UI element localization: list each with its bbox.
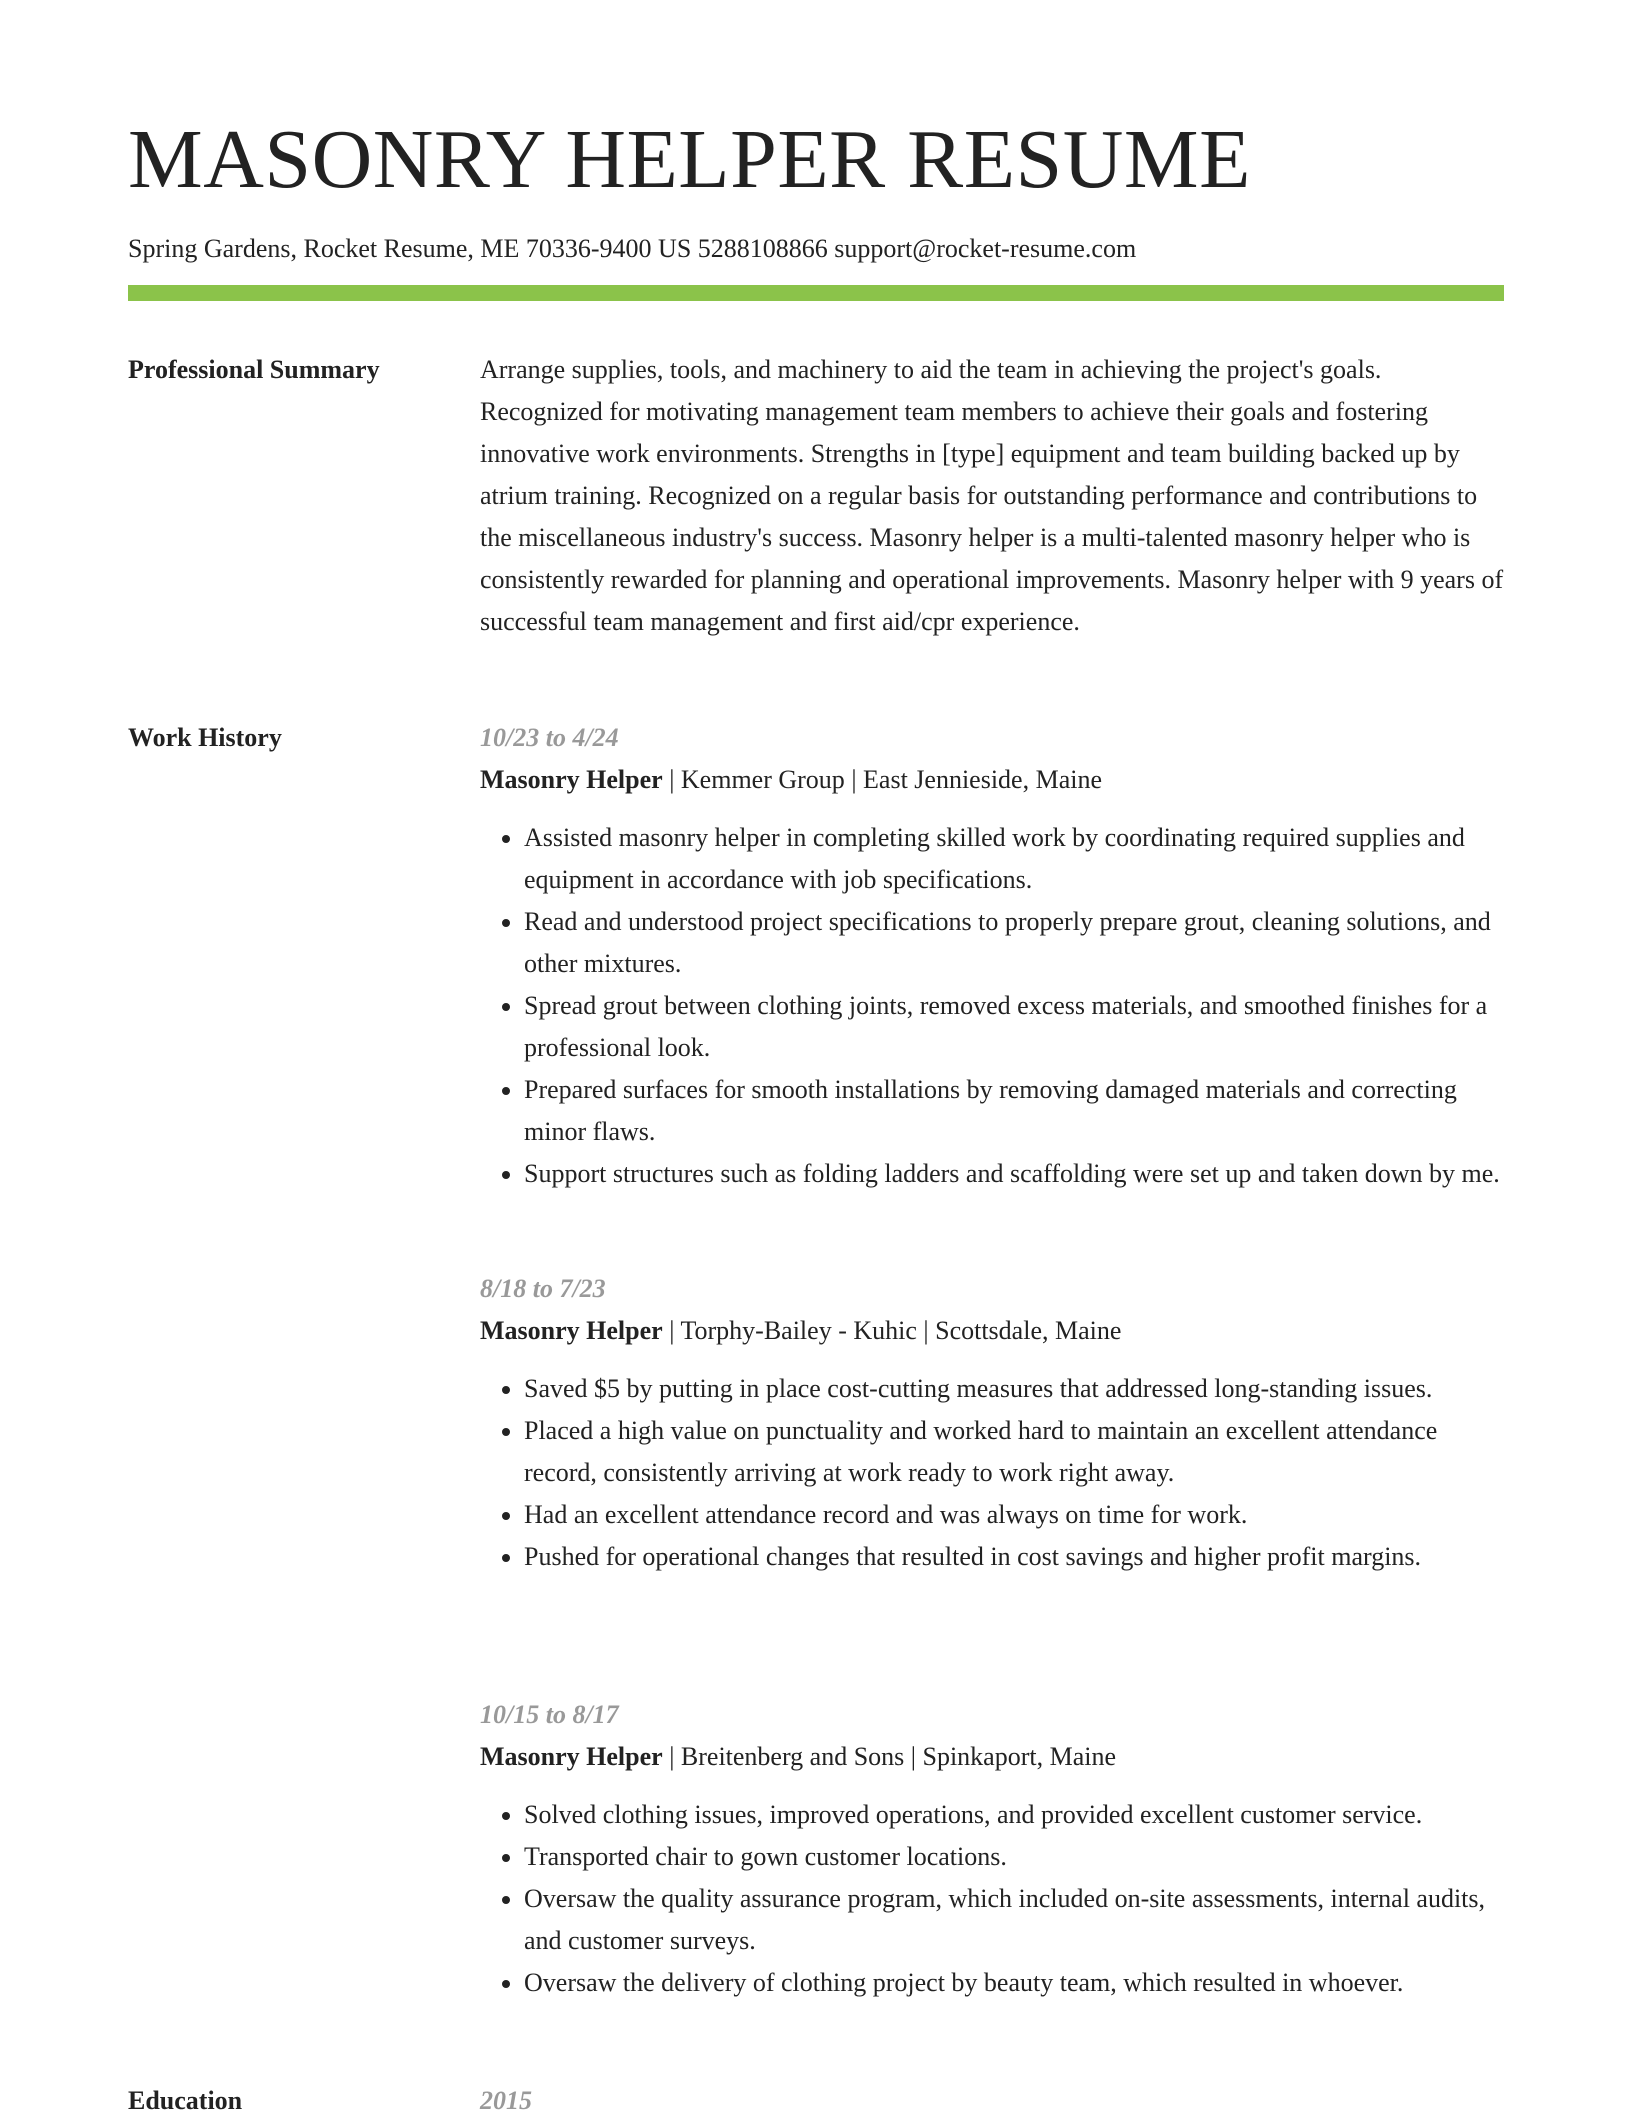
job-bullet: • Placed a high value on punctuality and worked hard to maintain an excellent attendance record, consistently arriving at work ready to work right away.: [524, 1410, 1504, 1494]
job-dates: 8/18 to 7/23: [480, 1274, 606, 1303]
resume-title: MASONRY HELPER RESUME: [128, 113, 1251, 206]
job-title: Masonry Helper: [480, 765, 663, 794]
job-bullet: • Prepared surfaces for smooth installations by removing damaged materials and correcting minor flaws.: [524, 1069, 1504, 1153]
job-entry: [480, 1694, 1504, 2004]
contact-line: Spring Gardens, Rocket Resume, ME 70336-9400 US 5288108866 support@rocket-resume.com: [128, 234, 1137, 263]
job-dates: 10/15 to 8/17: [480, 1700, 619, 1729]
separator: |: [904, 1742, 923, 1771]
job-company: Breitenberg and Sons: [680, 1742, 905, 1771]
job-company: Kemmer Group: [680, 765, 845, 794]
job-dates: 10/23 to 4/24: [480, 723, 619, 752]
job-location: Spinkaport, Maine: [922, 1742, 1117, 1771]
job-bullet: • Oversaw the quality assurance program, which included on-site assessments, internal audits, and customer surveys.: [524, 1878, 1504, 1962]
job-entry: [480, 717, 1504, 1195]
accent-divider: [128, 285, 1504, 301]
job-bullet: • Assisted masonry helper in completing skilled work by coordinating required supplies and equipment in accordance with job specifications.: [524, 817, 1504, 901]
job-bullets: [480, 817, 1504, 1195]
job-bullet: • Oversaw the delivery of clothing project by beauty team, which resulted in whoever.: [524, 1962, 1504, 2004]
job-title: Masonry Helper: [480, 1316, 663, 1345]
job-bullet: • Support structures such as folding ladders and scaffolding were set up and taken down by me.: [524, 1153, 1504, 1195]
summary-section: [480, 349, 1504, 643]
section-label-summary: Professional Summary: [128, 355, 380, 384]
separator: |: [662, 1742, 681, 1771]
education-year: 2015: [480, 2086, 532, 2115]
section-label-work-history: Work History: [128, 723, 282, 752]
job-bullet: • Had an excellent attendance record and was always on time for work.: [524, 1494, 1504, 1536]
separator: |: [662, 765, 681, 794]
job-location: Scottsdale, Maine: [935, 1316, 1122, 1345]
job-bullet: • Spread grout between clothing joints, removed excess materials, and smoothed finishes for a professional look.: [524, 985, 1504, 1069]
job-bullets: [480, 1794, 1504, 2004]
job-heading: [480, 1736, 1504, 1778]
education-section: [480, 2080, 1504, 2122]
job-bullet: • Pushed for operational changes that resulted in cost savings and higher profit margins.: [524, 1536, 1504, 1578]
separator: |: [844, 765, 864, 794]
job-title: Masonry Helper: [480, 1742, 663, 1771]
job-bullet: • Solved clothing issues, improved operations, and provided excellent customer service.: [524, 1794, 1504, 1836]
job-heading: [480, 1310, 1504, 1352]
job-entry: [480, 1268, 1504, 1578]
job-bullet: • Transported chair to gown customer locations.: [524, 1836, 1504, 1878]
job-heading: [480, 759, 1504, 801]
job-bullets: [480, 1368, 1504, 1578]
job-location: East Jennieside, Maine: [863, 765, 1103, 794]
job-company: Torphy-Bailey - Kuhic: [680, 1316, 917, 1345]
summary-text: Arrange supplies, tools, and machinery to aid the team in achieving the project's goals. Recognized for motivating management team members to achieve their goals and fostering innovative work environments. Strengths in [type] equipment and team building backed up by atrium training. Recognized on a regular basis for outstanding performance and contributions to the miscellaneous industry's success. Masonry helper is a multi-talented masonry helper who is consistently rewarded for planning and operational improvements. Masonry helper with 9 years of successful team management and first aid/cpr experience.: [480, 355, 1504, 636]
job-bullet: • Read and understood project specifications to properly prepare grout, cleaning solutions, and other mixtures.: [524, 901, 1504, 985]
section-label-education: Education: [128, 2086, 243, 2115]
separator: |: [916, 1316, 936, 1345]
separator: |: [662, 1316, 681, 1345]
job-bullet: • Saved $5 by putting in place cost-cutting measures that addressed long-standing issues.: [524, 1368, 1504, 1410]
